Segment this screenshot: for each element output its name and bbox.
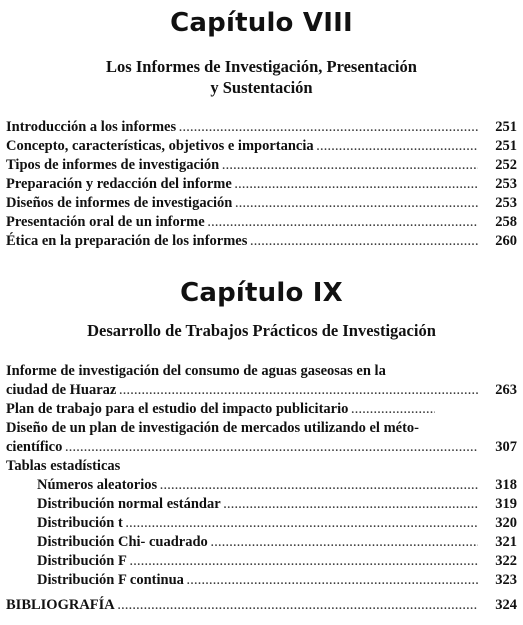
toc-entry-bibliography[interactable] — [6, 596, 517, 615]
toc-entry[interactable] — [6, 438, 517, 457]
toc-entry[interactable] — [6, 213, 517, 232]
dot-leader — [351, 401, 435, 420]
toc-entry-page: 318 — [495, 477, 517, 493]
toc-entry-page: 322 — [495, 553, 517, 569]
toc-entry[interactable] — [6, 137, 517, 156]
toc-entry-label: Distribución F — [37, 553, 127, 569]
chapter-8-title: Capítulo VIII — [170, 8, 353, 38]
toc-entry-page: 321 — [495, 534, 517, 550]
toc-entry-label: Distribución normal estándar — [37, 496, 221, 512]
toc-entry-line[interactable]: Diseño de un plan de investigación de mercados utilizando el méto- — [6, 420, 419, 436]
toc-entry-label: Plan de trabajo para el estudio del impacto publicitario — [6, 401, 349, 417]
chapter-9-title: Capítulo IX — [180, 278, 343, 308]
toc-entry-page: 251 — [495, 119, 517, 135]
toc-entry-label: Concepto, características, objetivos e importancia — [6, 138, 314, 154]
toc-entry-page: 251 — [495, 138, 517, 154]
toc-entry-label: Distribución t — [37, 515, 123, 531]
toc-entry-page: 320 — [495, 515, 517, 531]
dot-leader — [179, 119, 478, 138]
toc-entry-label: Ética en la preparación de los informes — [6, 233, 248, 249]
toc-entry[interactable] — [6, 381, 517, 400]
dot-leader — [160, 477, 478, 496]
tables-heading[interactable]: Tablas estadísticas — [6, 458, 121, 474]
dot-leader — [130, 553, 478, 572]
toc-entry-label: Introducción a los informes — [6, 119, 177, 135]
toc-entry-page: 307 — [495, 439, 517, 455]
toc-entry-line[interactable]: Informe de investigación del consumo de aguas gaseosas en la — [6, 363, 386, 379]
toc-subentry[interactable] — [6, 476, 517, 495]
toc-entry-label: científico — [6, 439, 63, 455]
dot-leader — [222, 157, 478, 176]
toc-entry-page: 253 — [495, 195, 517, 211]
dot-leader — [224, 496, 478, 515]
chapter-8-subtitle-line-2: y Sustentación — [210, 78, 313, 97]
toc-entry-page: 324 — [495, 597, 517, 613]
toc-subentry[interactable] — [6, 571, 517, 590]
toc-entry-page: 323 — [495, 572, 517, 588]
chapter-8-toc — [6, 118, 517, 251]
toc-entry-page: 253 — [495, 176, 517, 192]
toc-entry[interactable] — [6, 232, 517, 251]
chapter-9-toc — [6, 362, 517, 590]
dot-leader — [235, 195, 478, 214]
toc-entry-page: 260 — [495, 233, 517, 249]
dot-leader — [208, 214, 478, 233]
bibliography-toc — [6, 596, 517, 615]
toc-entry-label: Números aleatorios — [37, 477, 158, 493]
toc-entry-label: Diseños de informes de investigación — [6, 195, 233, 211]
toc-subentry[interactable] — [6, 495, 517, 514]
toc-entry-page: 252 — [495, 157, 517, 173]
chapter-8-subtitle-line-1: Los Informes de Investigación, Presentación — [106, 57, 417, 76]
toc-entry-label: Tipos de informes de investigación — [6, 157, 220, 173]
toc-entry-page: 319 — [495, 496, 517, 512]
dot-leader — [187, 572, 478, 591]
toc-entry[interactable] — [6, 118, 517, 137]
toc-subentry[interactable] — [6, 552, 517, 571]
toc-entry-label: Presentación oral de un informe — [6, 214, 205, 230]
toc-entry-label: Preparación y redacción del informe — [6, 176, 232, 192]
dot-leader — [126, 515, 478, 534]
toc-entry-page: 258 — [495, 214, 517, 230]
toc-subentry[interactable] — [6, 533, 517, 552]
toc-entry[interactable] — [6, 194, 517, 213]
toc-entry-label: ciudad de Huaraz — [6, 382, 117, 398]
toc-entry[interactable] — [6, 400, 517, 419]
toc-entry-label: BIBLIOGRAFÍA — [6, 597, 115, 613]
dot-leader — [250, 233, 478, 252]
dot-leader — [211, 534, 478, 553]
toc-entry-label: Distribución Chi- cuadrado — [37, 534, 208, 550]
toc-entry-label: Distribución F continua — [37, 572, 184, 588]
dot-leader — [65, 439, 478, 458]
dot-leader — [235, 176, 478, 195]
toc-entry-page: 263 — [495, 382, 517, 398]
toc-entry[interactable] — [6, 156, 517, 175]
toc-subentry[interactable] — [6, 514, 517, 533]
toc-entry[interactable] — [6, 175, 517, 194]
chapter-9-subtitle: Desarrollo de Trabajos Prácticos de Investigación — [87, 321, 436, 340]
dot-leader — [317, 138, 478, 157]
dot-leader — [118, 597, 478, 616]
dot-leader — [119, 382, 478, 401]
